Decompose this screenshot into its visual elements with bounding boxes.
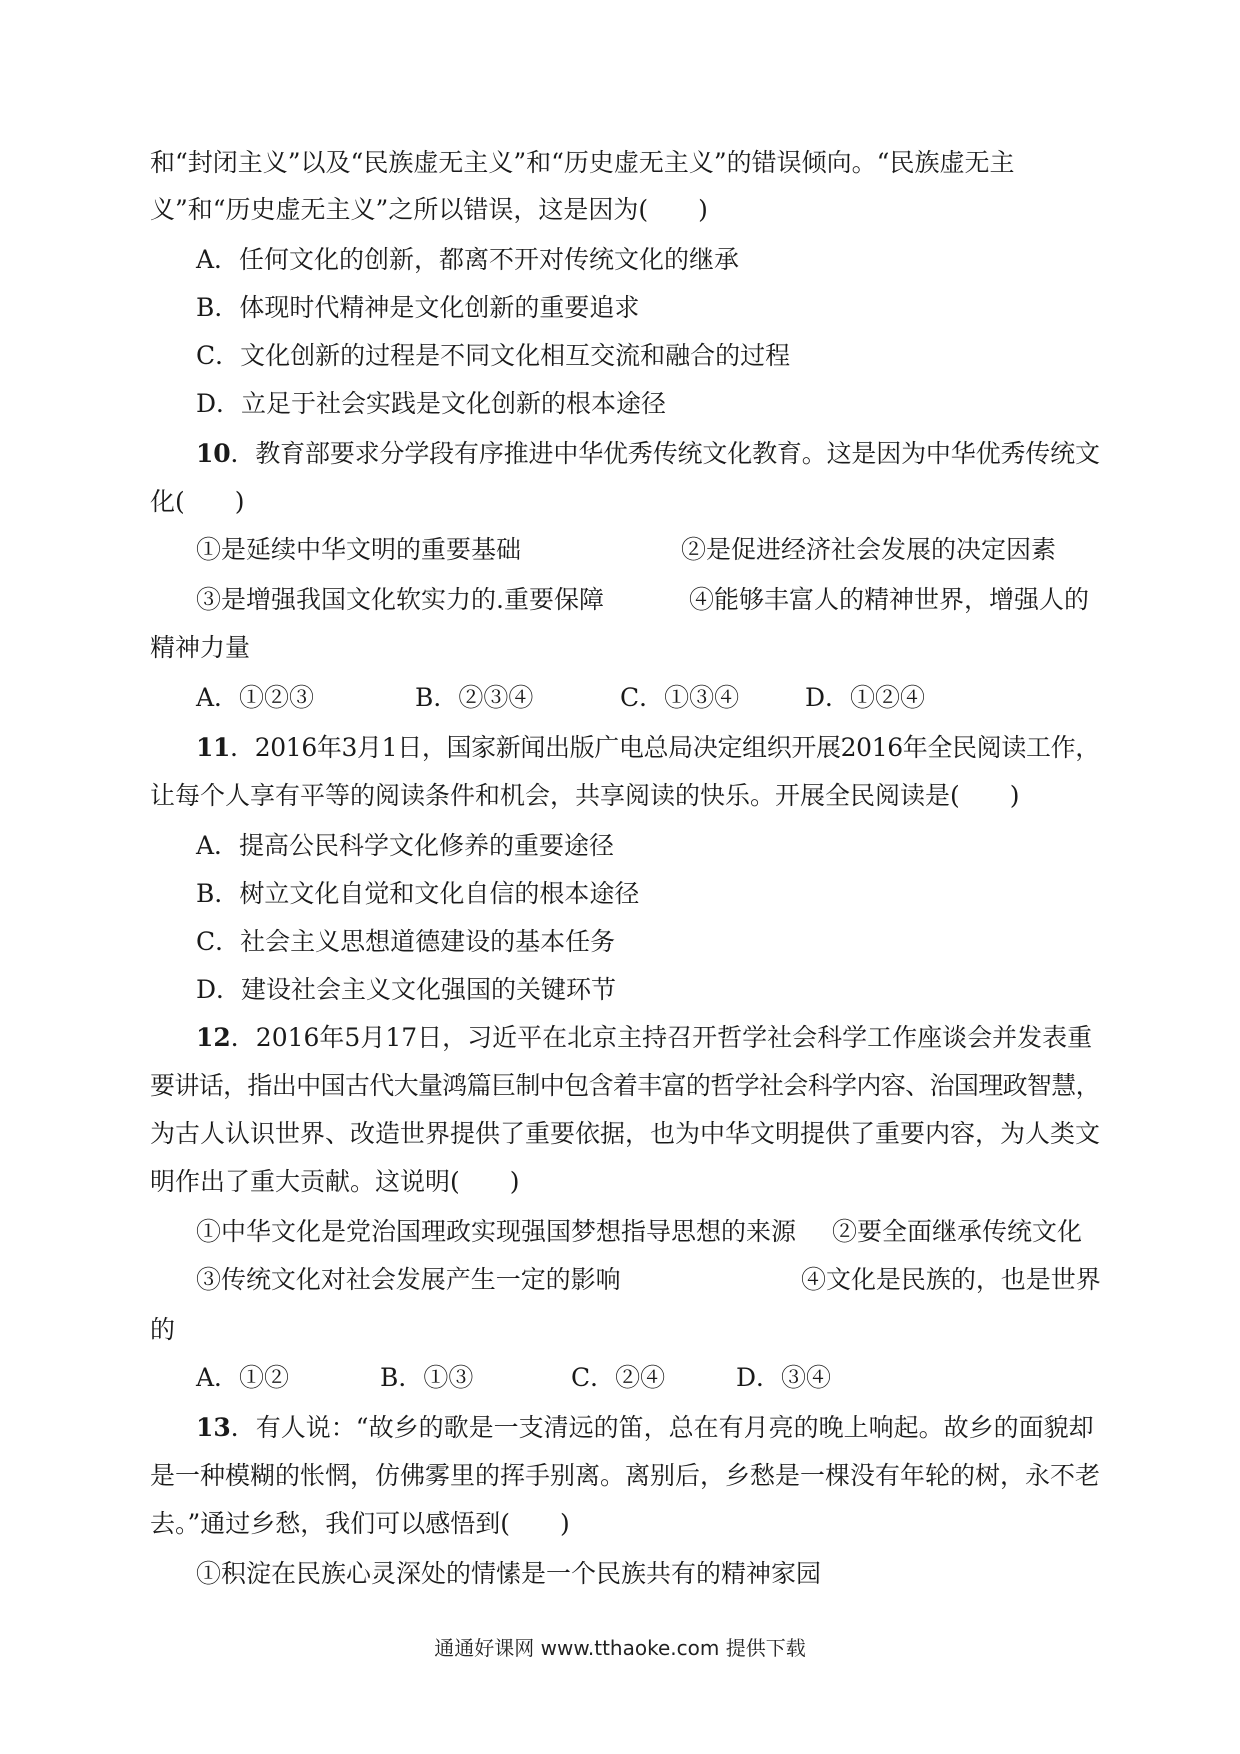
q13-number: 13 — [196, 1413, 231, 1442]
q9-option-c: C．文化创新的过程是不同文化相互交流和融合的过程 — [196, 341, 791, 370]
q9-option-d: D．立足于社会实践是文化创新的根本途径 — [196, 389, 667, 418]
q10-item-4: ④能够丰富人的精神世界，增强人的 — [689, 585, 1090, 614]
q13-stem-line-2: 是一种模糊的怅惘，仿佛雾里的挥手别离。离别后，乡愁是一棵没有年轮的树，永不老 — [150, 1461, 1101, 1490]
q12-stem-line-1 — [196, 1021, 1100, 1055]
q9-stem-line-1: 和“封闭主义”以及“民族虚无主义”和“历史虚无主义”的错误倾向。“民族虚无主 — [150, 148, 1015, 177]
q12-stem-text: ．2016年5月17日，习近平在北京主持召开哲学社会科学工作座谈会并发表重 — [230, 1023, 1093, 1052]
q12-option-a: A．①② — [196, 1363, 290, 1392]
q10-option-b: B．②③④ — [415, 683, 534, 712]
download-footer: 通通好课网 www.tthaoke.com 提供下载 — [434, 1636, 806, 1660]
q12-stem-line-2: 要讲话，指出中国古代大量鸿篇巨制中包含着丰富的哲学社会科学内容、治国理政智慧， — [150, 1071, 1101, 1100]
q11-stem-line-1 — [196, 731, 1100, 765]
q12-number: 12 — [196, 1023, 231, 1052]
q11-option-a: A．提高公民科学文化修养的重要途径 — [196, 831, 615, 860]
q12-item-1: ①中华文化是党治国理政实现强国梦想指导思想的来源 — [196, 1217, 797, 1246]
q9-option-b: B．体现时代精神是文化创新的重要追求 — [196, 293, 640, 322]
q13-stem-text: ．有人说：“故乡的歌是一支清远的笛，总在有月亮的晚上响起。故乡的面貌却 — [230, 1413, 1094, 1442]
q10-number: 10 — [196, 439, 231, 468]
q10-option-c: C．①③④ — [620, 683, 740, 712]
q13-stem-line-3: 去。”通过乡愁，我们可以感悟到( ) — [150, 1509, 570, 1538]
q11-number: 11 — [196, 733, 231, 762]
q11-option-d: D．建设社会主义文化强国的关键环节 — [196, 975, 617, 1004]
q12-item-3: ③传统文化对社会发展产生一定的影响 — [196, 1265, 621, 1294]
q12-item-2: ②要全面继承传统文化 — [832, 1217, 1083, 1246]
q13-stem-line-1 — [196, 1411, 1100, 1445]
q12-item-4-continued: 的 — [150, 1315, 176, 1344]
q12-option-c: C．②④ — [571, 1363, 666, 1392]
q10-stem-line-2: 化( ) — [150, 487, 245, 516]
q10-item-1: ①是延续中华文明的重要基础 — [196, 535, 522, 564]
q12-stem-line-4: 明作出了重大贡献。这说明( ) — [150, 1167, 520, 1196]
q11-option-b: B．树立文化自觉和文化自信的根本途径 — [196, 879, 640, 908]
q9-option-a: A．任何文化的创新，都离不开对传统文化的继承 — [196, 245, 740, 274]
q12-option-d: D．③④ — [736, 1363, 832, 1392]
q10-item-4-continued: 精神力量 — [150, 633, 251, 662]
q10-stem-text: ．教育部要求分学段有序推进中华优秀传统文化教育。这是因为中华优秀传统文 — [230, 439, 1100, 468]
q12-option-b: B．①③ — [380, 1363, 474, 1392]
q12-stem-line-3: 为古人认识世界、改造世界提供了重要依据，也为中华文明提供了重要内容，为人类文 — [150, 1119, 1101, 1148]
q10-option-a: A．①②③ — [196, 683, 315, 712]
q12-item-4: ④文化是民族的，也是世界 — [801, 1265, 1101, 1294]
q10-item-2: ②是促进经济社会发展的决定因素 — [681, 535, 1057, 564]
q13-item-1: ①积淀在民族心灵深处的情愫是一个民族共有的精神家园 — [196, 1559, 822, 1588]
q11-stem-text: ．2016年3月1日，国家新闻出版广电总局决定组织开展2016年全民阅读工作， — [230, 733, 1100, 762]
q10-item-3: ③是增强我国文化软实力的.重要保障 — [196, 585, 604, 614]
q10-option-d: D．①②④ — [805, 683, 926, 712]
q11-option-c: C．社会主义思想道德建设的基本任务 — [196, 927, 616, 956]
q11-stem-line-2: 让每个人享有平等的阅读条件和机会，共享阅读的快乐。开展全民阅读是( ) — [150, 781, 1020, 810]
q9-stem-line-2: 义”和“历史虚无主义”之所以错误，这是因为( ) — [150, 195, 708, 224]
q10-stem-line-1 — [196, 437, 1100, 471]
